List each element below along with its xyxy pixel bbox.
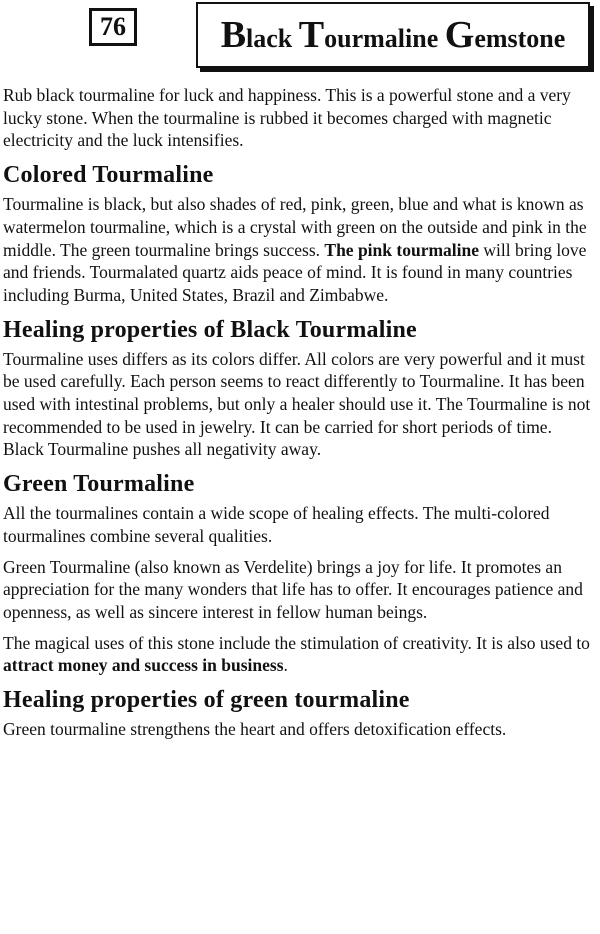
green-paragraph-2: Green Tourmaline (also known as Verdelite) brings a joy for life. It promotes an appreciation for the many wonders that life has to offer. It encourages patience and openness, as well as sincere interest in fellow human beings.: [3, 556, 583, 622]
title-word-1: Black: [220, 14, 293, 56]
heading-colored-tourmaline: Colored Tourmaline: [3, 162, 214, 189]
article-body: [3, 84, 597, 743]
page-title: [196, 2, 590, 68]
intro-paragraph: Rub black tourmaline for luck and happiness. This is a powerful stone and a very lucky stone. When the tourmaline is rubbed it becomes charged with magnetic electricity and the luck intensifies.: [3, 85, 571, 151]
green-paragraph-3: The magical uses of this stone include the stimulation of creativity. It is also used to attract money and success in business.: [3, 632, 590, 676]
title-word-3: Gemstone: [444, 14, 566, 56]
healing-black-paragraph: Tourmaline uses differs as its colors differ. All colors are very powerful and it must be used carefully. Each person seems to react differently to Tourmaline. It has been used with intestinal problems, but only a healer should use it. The Tourmaline is not recommended to be used in jewelry. It can be carried for short periods of time. Black Tourmaline pushes all negativity away.: [3, 348, 591, 460]
heading-healing-black: Healing properties of Black Tourmaline: [3, 316, 417, 343]
title-word-2: Tourmaline: [298, 14, 439, 56]
bold-phrase: The pink tourmaline: [324, 239, 480, 260]
heading-green-tourmaline: Green Tourmaline: [3, 471, 195, 498]
healing-green-paragraph: Green tourmaline strengthens the heart and offers detoxification effects.: [3, 719, 507, 740]
colored-paragraph: Tourmaline is black, but also shades of red, pink, green, blue and what is known as watermelon tourmaline, which is a crystal with green on the outside and pink in the middle. The green tourmaline brings success. The pink tourmaline will bring love and friends. Tourmalated quartz aids peace of mind. It is found in many countries including Burma, United States, Brazil and Zimbabwe.: [3, 194, 587, 305]
green-paragraph-1: All the tourmalines contain a wide scope of healing effects. The multi-colored tourmalines combine several qualities.: [3, 503, 550, 546]
heading-healing-green: Healing properties of green tourmaline: [3, 687, 410, 714]
bold-phrase: attract money and success in business: [3, 655, 284, 676]
page-number: 76: [89, 8, 137, 46]
